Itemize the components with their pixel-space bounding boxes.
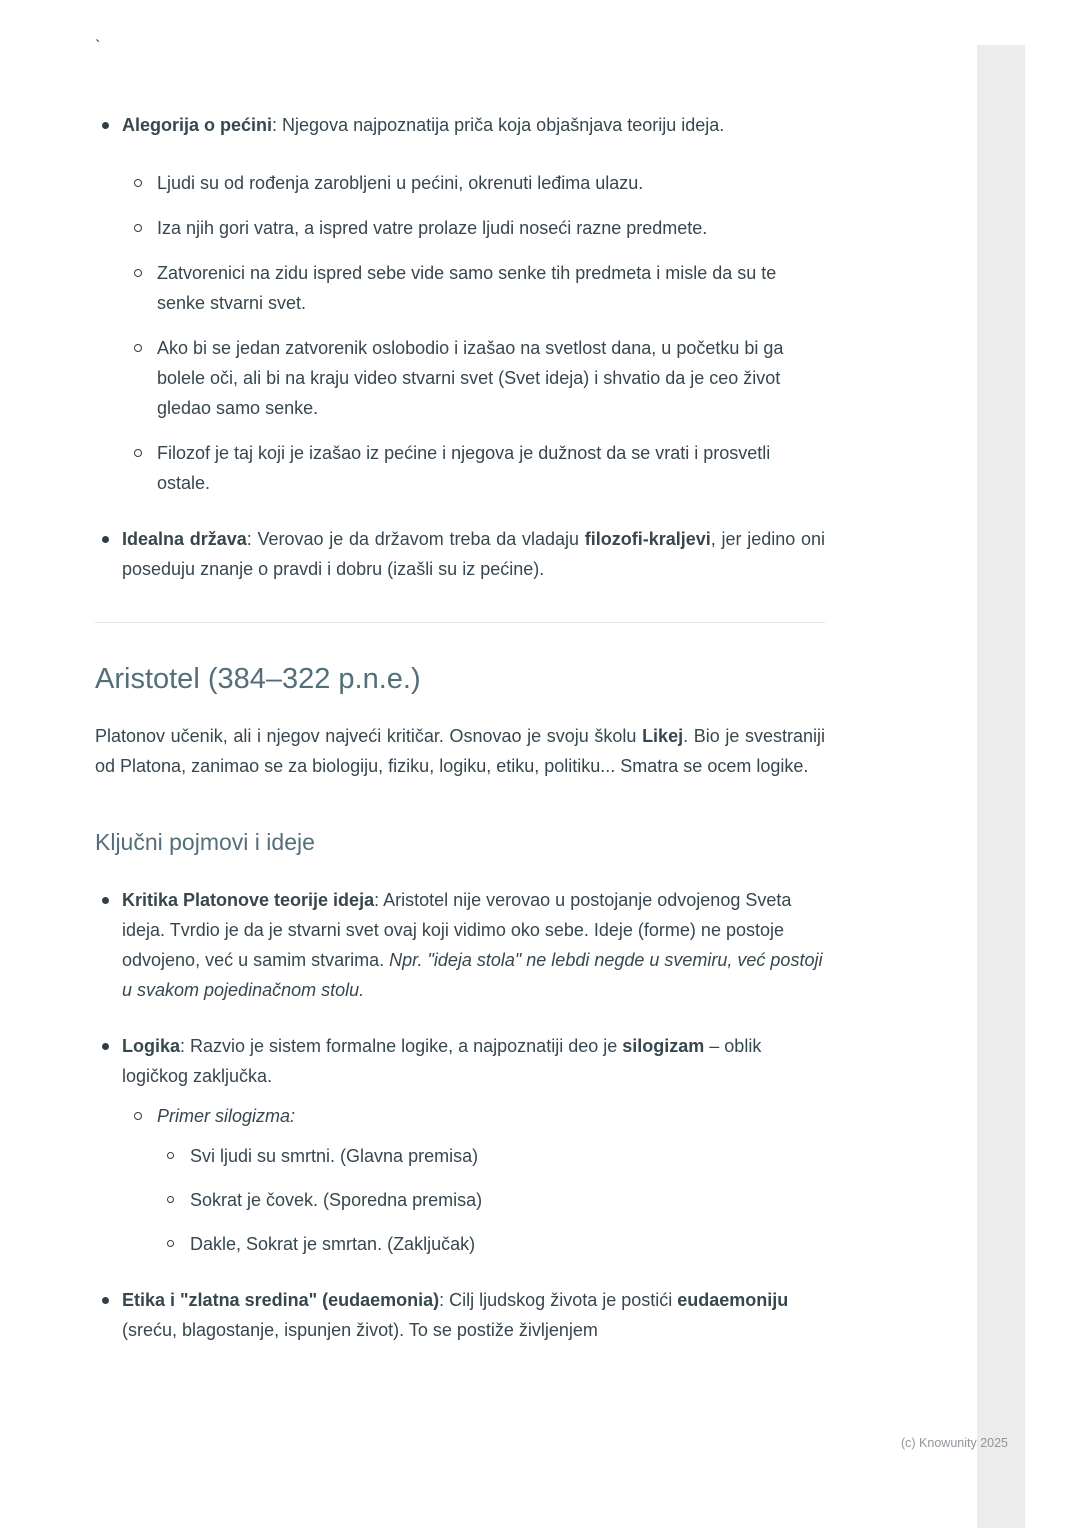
logic-item bbox=[95, 1031, 825, 1259]
footer-credit: (c) Knowunity 2025 bbox=[901, 1436, 1009, 1450]
logic-sublist bbox=[122, 1101, 825, 1259]
syllogism-list bbox=[157, 1141, 825, 1259]
plato-key-points-list bbox=[95, 110, 825, 584]
critique-item bbox=[95, 885, 825, 1005]
cave-detail-item: Ako bi se jedan zatvorenik oslobodio i izašao na svetlost dana, u početku bi ga bolele oči, ali bi na kraju video stvarni svet (Svet ideja) i shvatio da je ceo život gledao samo senke. bbox=[122, 333, 825, 423]
cave-details-list bbox=[122, 168, 825, 498]
cave-detail-item: Zatvorenici na zidu ispred sebe vide samo senke tih predmeta i misle da su te senke stvarni svet. bbox=[122, 258, 825, 318]
cave-detail-item: Ljudi su od rođenja zarobljeni u pećini, okrenuti leđima ulazu. bbox=[122, 168, 825, 198]
logic-text: Logika: Razvio je sistem formalne logike, a najpoznatiji deo je silogizam – oblik logičkog zaključka. bbox=[122, 1036, 762, 1086]
document-content bbox=[95, 0, 825, 1345]
ideal-state-item bbox=[95, 524, 825, 584]
syllogism-step: Sokrat je čovek. (Sporedna premisa) bbox=[157, 1185, 825, 1215]
syllogism-example-text: Primer silogizma: bbox=[157, 1106, 296, 1126]
aristotle-key-points-list bbox=[95, 885, 825, 1345]
cave-detail-item: Iza njih gori vatra, a ispred vatre prolaze ljudi noseći razne predmete. bbox=[122, 213, 825, 243]
allegory-text: Alegorija o pećini: Njegova najpoznatija priča koja objašnjava teoriju ideja. bbox=[122, 115, 725, 135]
stray-backtick: ` bbox=[95, 37, 101, 56]
section-divider bbox=[95, 622, 825, 623]
key-concepts-subheading: Ključni pojmovi i ideje bbox=[95, 829, 315, 855]
syllogism-example-label bbox=[122, 1101, 825, 1259]
ethics-text: Etika i "zlatna sredina" (eudaemonia): Cilj ljudskog života je postići eudaemoniju (sreću, blagostanje, ispunjen život). To se postiže življenjem bbox=[122, 1290, 789, 1340]
aristotle-heading: Aristotel (384–322 p.n.e.) bbox=[95, 663, 421, 695]
syllogism-step: Dakle, Sokrat je smrtan. (Zaključak) bbox=[157, 1229, 825, 1259]
syllogism-step: Svi ljudi su smrtni. (Glavna premisa) bbox=[157, 1141, 825, 1171]
ethics-item bbox=[95, 1285, 825, 1345]
aristotle-intro-paragraph: Platonov učenik, ali i njegov najveći kritičar. Osnovao je svoju školu Likej. Bio je svestraniji od Platona, zanimao se za biologiju, fiziku, logiku, etiku, politiku... Smatra se ocem logike. bbox=[95, 726, 825, 776]
cave-detail-item: Filozof je taj koji je izašao iz pećine i njegova je dužnost da se vrati i prosvetli ostale. bbox=[122, 438, 825, 498]
ideal-state-text: Idealna država: Verovao je da državom treba da vladaju filozofi-kraljevi, jer jedino oni poseduju znanje o pravdi i dobru (izašli su iz pećine). bbox=[122, 529, 825, 579]
allegory-of-cave-item bbox=[95, 110, 825, 498]
critique-text: Kritika Platonove teorije ideja: Aristotel nije verovao u postojanje odvojenog Sveta ideja. Tvrdio je da je stvarni svet ovaj koji vidimo oko sebe. Ideje (forme) ne postoje odvojeno, već u samim stvarima. Npr. "ideja stola" ne lebdi negde u svemiru, već postoji u svakom pojedinačnom stolu. bbox=[122, 890, 823, 1000]
scrollbar-track[interactable] bbox=[977, 45, 1025, 1528]
